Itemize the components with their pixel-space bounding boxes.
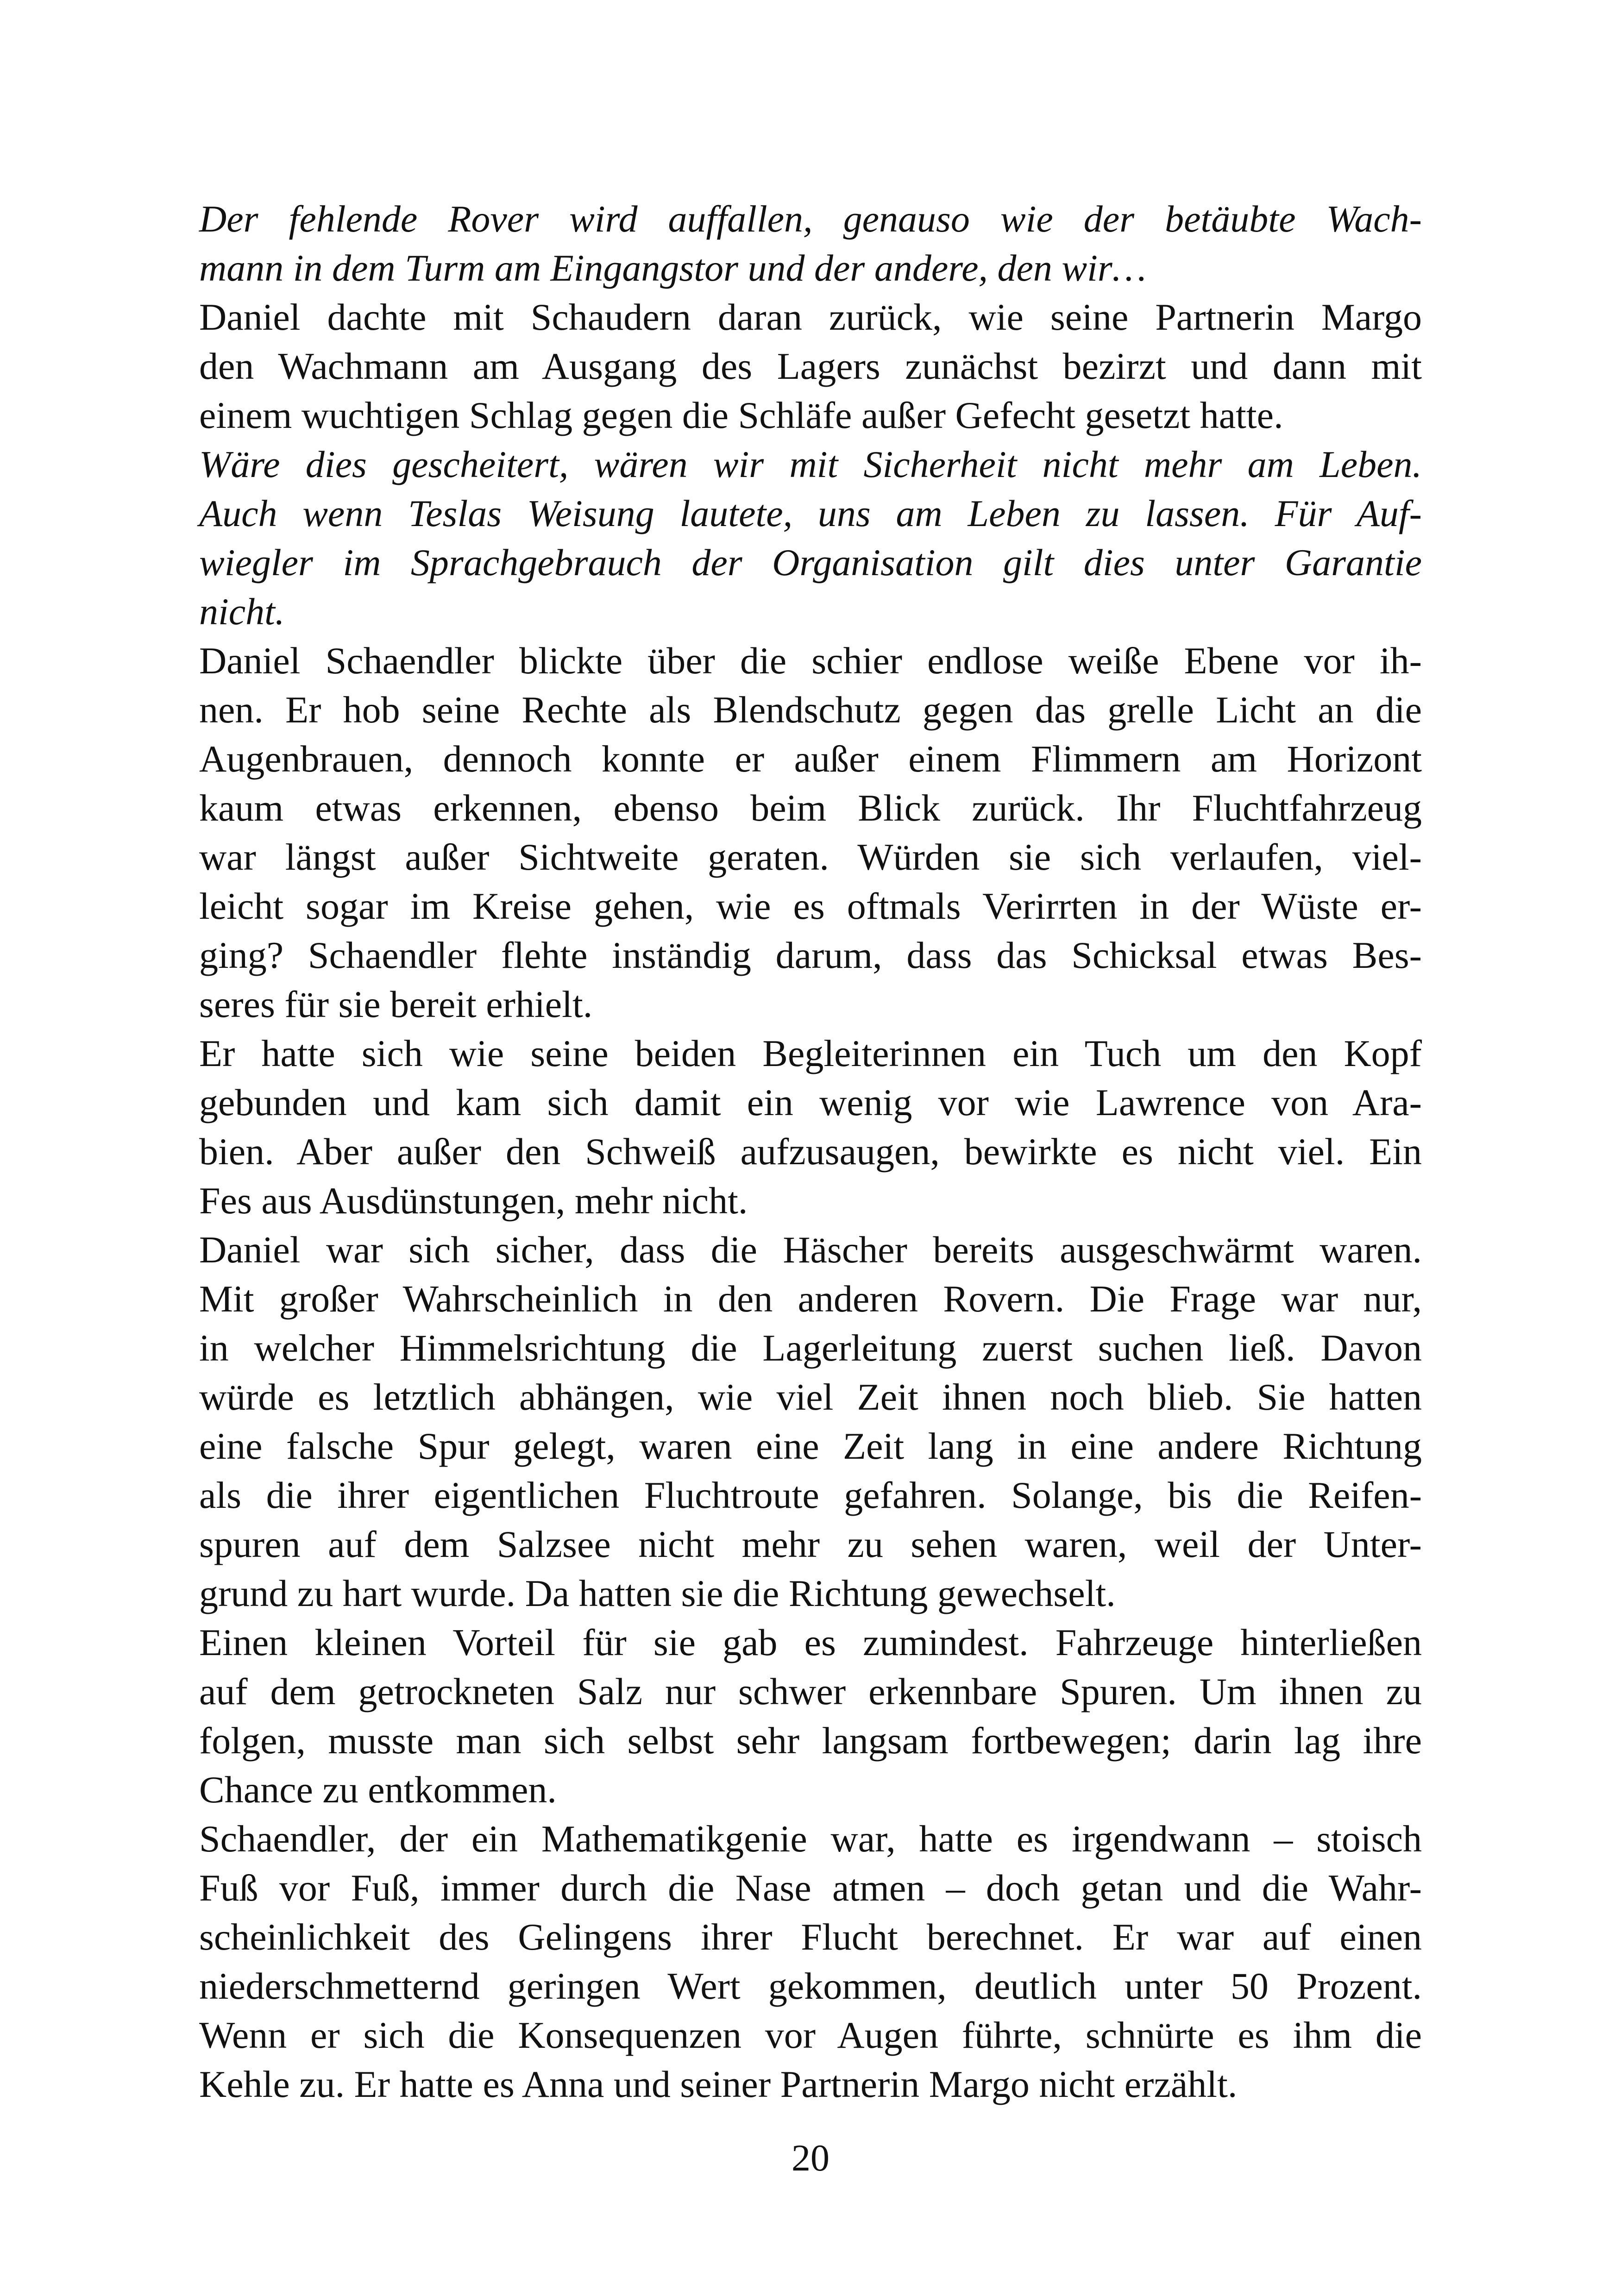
text-line: kaum etwas erkennen, ebenso beim Blick zurück. Ihr Fluchtfahrzeug [199,787,1422,829]
text-line: Er hatte sich wie seine beiden Begleiterinnen ein Tuch um den Kopf [199,1032,1422,1074]
text-line: seres für sie bereit erhielt. [199,983,593,1025]
text-line: würde es letztlich abhängen, wie viel Zeit ihnen noch blieb. Sie hatten [199,1376,1422,1418]
text-line: in welcher Himmelsrichtung die Lagerleitung zuerst suchen ließ. Davon [199,1327,1422,1369]
text-line: als die ihrer eigentlichen Fluchtroute gefahren. Solange, bis die Reifen- [199,1474,1422,1516]
text-line: Daniel war sich sicher, dass die Häscher bereits ausgeschwärmt waren. [199,1229,1422,1271]
text-line: mann in dem Turm am Eingangstor und der andere, den wir… [199,247,1146,289]
text-line: leicht sogar im Kreise gehen, wie es oftmals Verirrten in der Wüste er- [199,885,1422,927]
text-line: Daniel dachte mit Schaudern daran zurück, wie seine Partnerin Margo [199,296,1422,338]
text-line: Fuß vor Fuß, immer durch die Nase atmen – doch getan und die Wahr- [199,1867,1422,1909]
text-line: bien. Aber außer den Schweiß aufzusaugen, bewirkte es nicht viel. Ein [199,1130,1422,1173]
text-line: einem wuchtigen Schlag gegen die Schläfe außer Gefecht gesetzt hatte. [199,394,1283,436]
text-line: wiegler im Sprachgebrauch der Organisation gilt dies unter Garantie [199,541,1422,583]
text-line: Fes aus Ausdünstungen, mehr nicht. [199,1179,748,1222]
text-line: nen. Er hob seine Rechte als Blendschutz gegen das grelle Licht an die [199,689,1422,731]
text-line: Augenbrauen, dennoch konnte er außer einem Flimmern am Horizont [199,738,1422,780]
text-line: grund zu hart wurde. Da hatten sie die Richtung gewechselt. [199,1572,1116,1614]
text-line: Der fehlende Rover wird auffallen, genauso wie der betäubte Wach- [199,198,1422,240]
text-line: Kehle zu. Er hatte es Anna und seiner Partnerin Margo nicht erzählt. [199,2063,1238,2105]
text-line: Wäre dies gescheitert, wären wir mit Sicherheit nicht mehr am Leben. [199,443,1422,485]
text-line: den Wachmann am Ausgang des Lagers zunächst bezirzt und dann mit [199,345,1422,387]
text-line: scheinlichkeit des Gelingens ihrer Flucht berechnet. Er war auf einen [199,1916,1422,1958]
page-number: 20 [792,2137,829,2179]
text-line: Daniel Schaendler blickte über die schier endlose weiße Ebene vor ih- [199,640,1422,682]
text-line: Chance zu entkommen. [199,1769,557,1811]
text-line: folgen, musste man sich selbst sehr langsam fortbewegen; darin lag ihre [199,1719,1422,1762]
text-line: Wenn er sich die Konsequenzen vor Augen führte, schnürte es ihm die [199,2014,1422,2056]
text-line: nicht. [199,590,285,633]
text-line: war längst außer Sichtweite geraten. Würden sie sich verlaufen, viel- [199,836,1422,878]
text-line: Auch wenn Teslas Weisung lautete, uns am Leben zu lassen. Für Auf- [199,492,1422,534]
text-line: Schaendler, der ein Mathematikgenie war, hatte es irgendwann – stoisch [199,1818,1422,1860]
text-line: ging? Schaendler flehte inständig darum, dass das Schicksal etwas Bes- [199,934,1422,976]
text-line: niederschmetternd geringen Wert gekommen, deutlich unter 50 Prozent. [199,1965,1422,2007]
text-line: gebunden und kam sich damit ein wenig vor wie Lawrence von Ara- [199,1081,1422,1123]
text-line: spuren auf dem Salzsee nicht mehr zu sehen waren, weil der Unter- [199,1523,1422,1565]
text-line: auf dem getrockneten Salz nur schwer erkennbare Spuren. Um ihnen zu [199,1670,1422,1713]
text-line: Mit großer Wahrscheinlich in den anderen Rovern. Die Frage war nur, [199,1278,1422,1320]
text-line: Einen kleinen Vorteil für sie gab es zumindest. Fahrzeuge hinterließen [199,1621,1422,1663]
text-line: eine falsche Spur gelegt, waren eine Zeit lang in eine andere Richtung [199,1425,1422,1467]
body-text [199,194,1422,2109]
